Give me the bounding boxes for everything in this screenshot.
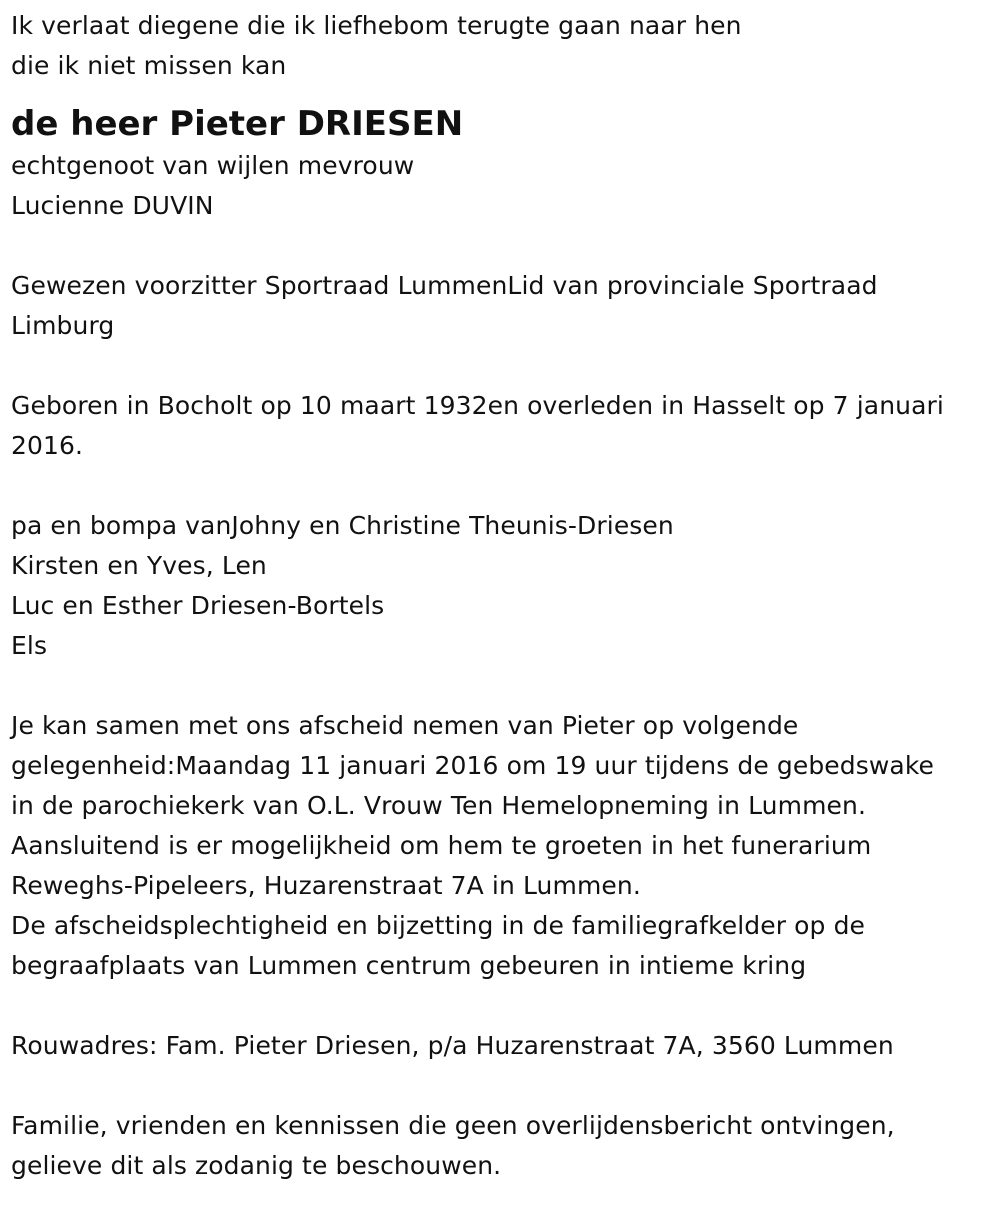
family-line: Els <box>11 631 48 660</box>
functions-line: Limburg <box>11 311 115 340</box>
spouse-block <box>11 146 991 226</box>
farewell-line: Reweghs-Pipeleers, Huzarenstraat 7A in Lummen. <box>11 871 641 900</box>
address-line: Rouwadres: Fam. Pieter Driesen, p/a Huzarenstraat 7A, 3560 Lummen <box>11 1031 894 1060</box>
farewell-line: Aansluitend is er mogelijkheid om hem te groeten in het funerarium <box>11 831 872 860</box>
family-line: pa en bompa vanJohny en Christine Theunis-Driesen <box>11 511 674 540</box>
family-block <box>11 506 991 666</box>
birth-death-line: Geboren in Bocholt op 10 maart 1932en overleden in Hasselt op 7 januari <box>11 391 944 420</box>
intro-line: Ik verlaat diegene die ik liefhebom terugte gaan naar hen <box>11 11 742 40</box>
closing-line: gelieve dit als zodanig te beschouwen. <box>11 1151 502 1180</box>
closing-line: Familie, vrienden en kennissen die geen overlijdensbericht ontvingen, <box>11 1111 895 1140</box>
spacer <box>11 346 991 386</box>
spacer <box>11 1066 991 1106</box>
farewell-line: begraafplaats van Lummen centrum gebeuren in intieme kring <box>11 951 807 980</box>
functions-line: Gewezen voorzitter Sportraad LummenLid van provinciale Sportraad <box>11 271 878 300</box>
spacer <box>11 466 991 506</box>
closing-block <box>11 1106 991 1186</box>
spouse-line: echtgenoot van wijlen mevrouw <box>11 151 415 180</box>
spacer <box>11 666 991 706</box>
obituary-document <box>11 6 991 1186</box>
farewell-line: De afscheidsplechtigheid en bijzetting in de familiegrafkelder op de <box>11 911 866 940</box>
farewell-line: Je kan samen met ons afscheid nemen van Pieter op volgende <box>11 711 799 740</box>
intro-quote <box>11 6 991 86</box>
farewell-line: in de parochiekerk van O.L. Vrouw Ten Hemelopneming in Lummen. <box>11 791 866 820</box>
deceased-name: de heer Pieter DRIESEN <box>11 104 464 144</box>
farewell-block <box>11 706 991 986</box>
spacer <box>11 226 991 266</box>
intro-line: die ik niet missen kan <box>11 51 287 80</box>
functions-block <box>11 266 991 346</box>
family-line: Luc en Esther Driesen-Bortels <box>11 591 385 620</box>
address-block <box>11 1026 991 1066</box>
farewell-line: gelegenheid:Maandag 11 januari 2016 om 19 uur tijdens de gebedswake <box>11 751 935 780</box>
spouse-line: Lucienne DUVIN <box>11 191 214 220</box>
family-line: Kirsten en Yves, Len <box>11 551 267 580</box>
birth-death-block <box>11 386 991 466</box>
birth-death-line: 2016. <box>11 431 84 460</box>
spacer <box>11 986 991 1026</box>
